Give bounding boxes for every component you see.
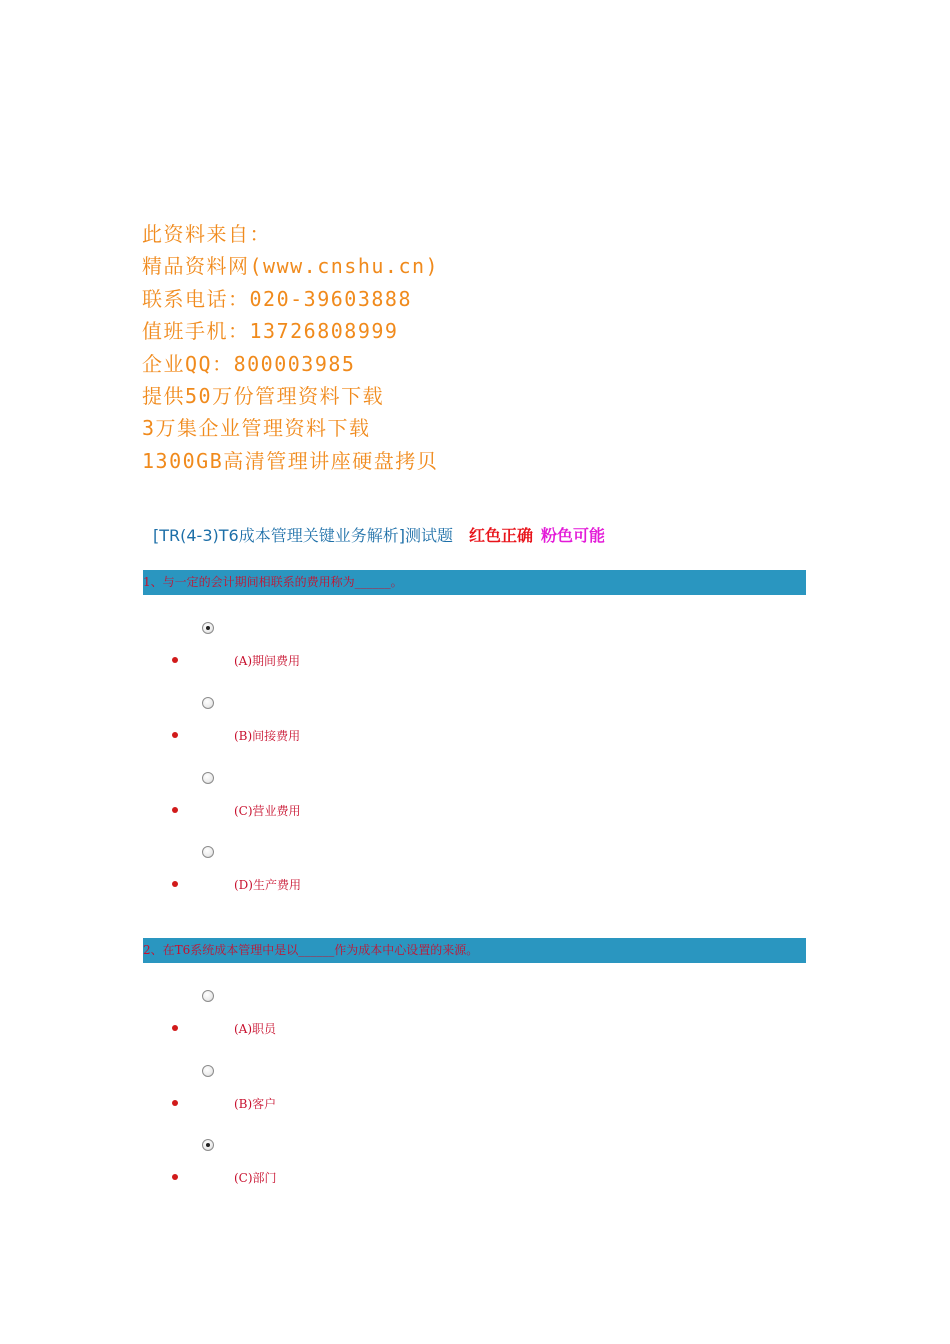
- q2-option-a-label: (A)职员: [234, 1022, 277, 1036]
- legend-correct: 红色正确: [468, 526, 533, 545]
- q1-option-c-label: (C)营业费用: [234, 804, 301, 818]
- q2-option-a-bullet: [172, 1025, 178, 1031]
- promo-line: 值班手机：13726808999: [142, 319, 399, 344]
- q1-option-a-radio[interactable]: [202, 622, 214, 634]
- q1-option-b-label: (B)间接费用: [234, 729, 301, 743]
- legend-possible: 粉色可能: [540, 526, 605, 545]
- q2-option-c-label: (C)部门: [234, 1171, 277, 1185]
- q2-option-c-bullet: [172, 1174, 178, 1180]
- q1-option-b-bullet: [172, 732, 178, 738]
- q2-option-b-radio[interactable]: [202, 1065, 214, 1077]
- promo-block: [142, 218, 439, 477]
- q1-option-a-label: (A)期间费用: [234, 654, 301, 668]
- promo-line: 3万集企业管理资料下载: [142, 416, 371, 441]
- promo-line: 企业QQ：800003985: [142, 351, 356, 376]
- promo-line: 此资料来自：: [142, 222, 271, 246]
- q2-option-b-bullet: [172, 1100, 178, 1106]
- q1-option-b-radio[interactable]: [202, 697, 214, 709]
- promo-line: 联系电话：020-39603888: [142, 286, 412, 311]
- quiz-heading: [153, 524, 605, 548]
- q2-option-a-radio[interactable]: [202, 990, 214, 1002]
- q2-option-c-radio[interactable]: [202, 1139, 214, 1151]
- question-2-bar: 2、在T6系统成本管理中是以______作为成本中心设置的来源。: [143, 938, 806, 963]
- q1-option-c-radio[interactable]: [202, 772, 214, 784]
- promo-line: 提供50万份管理资料下载: [142, 383, 385, 408]
- q1-option-d-radio[interactable]: [202, 846, 214, 858]
- q1-option-c-bullet: [172, 807, 178, 813]
- q1-option-d-label: (D)生产费用: [234, 878, 301, 892]
- q2-option-b-label: (B)客户: [234, 1097, 277, 1111]
- promo-line: 精品资料网(www.cnshu.cn): [142, 254, 440, 279]
- q1-option-a-bullet: [172, 657, 178, 663]
- quiz-title: [TR(4-3)T6成本管理关键业务解析]测试题: [153, 526, 453, 545]
- promo-line: 1300GB高清管理讲座硬盘拷贝: [142, 448, 439, 473]
- question-1-bar: 1、与一定的会计期间相联系的费用称为______。: [143, 570, 806, 595]
- q1-option-d-bullet: [172, 881, 178, 887]
